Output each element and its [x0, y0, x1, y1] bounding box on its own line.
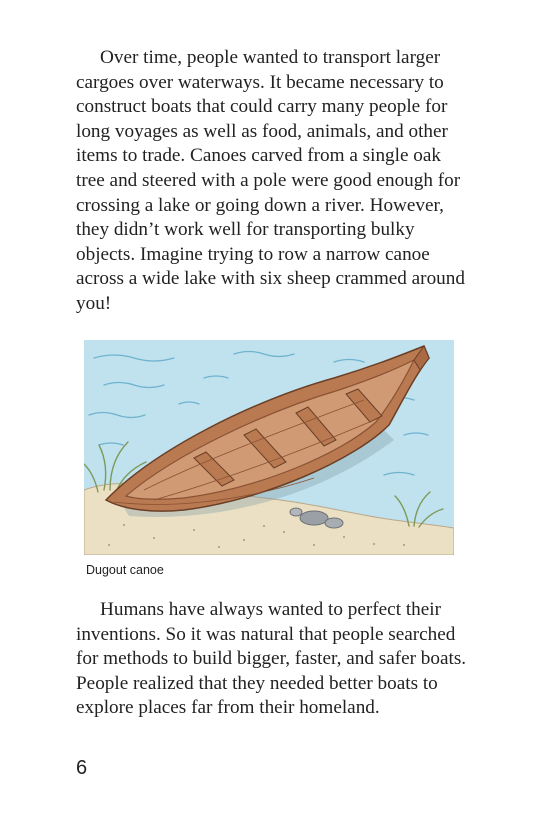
body-paragraph-2: Humans have always wanted to perfect their inventions. So it was natural that people searched for methods to build bigger, faster, and safer boats. People realized that they needed better boats to explore places far from their homeland. [76, 599, 467, 719]
page-number: 6 [76, 757, 88, 779]
dugout-canoe-illustration [84, 340, 454, 555]
figure-caption: Dugout canoe [86, 563, 164, 577]
body-paragraph-1: Over time, people wanted to transport larger cargoes over waterways. It became necessary to construct boats that could carry many people for long voyages as well as food, animals, and other items to trade. Canoes carved from a single oak tree and steered with a pole were good enough for crossing a lake or going down a river. However, they didn’t work well for transporting bulky objects. Imagine trying to row a narrow canoe across a wide lake with six sheep crammed around you! [76, 47, 465, 314]
